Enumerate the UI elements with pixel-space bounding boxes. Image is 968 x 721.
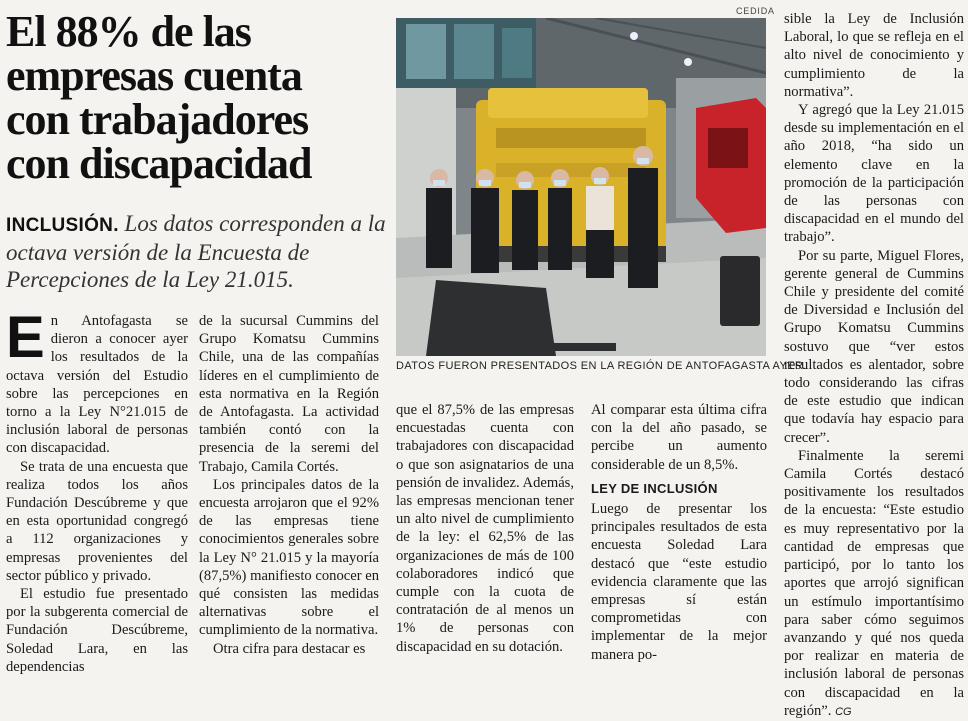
paragraph: de la sucursal Cummins del Grupo Komatsu Cummins Chile, una de las compañías líderes en el cumplimiento de esta normativa en la Región de Antofagasta. La actividad también contó con la presencia de la seremi del Trabajo, Camila Cortés.	[199, 313, 379, 475]
column-1	[6, 305, 188, 676]
paragraph-text: n Antofagasta se dieron a conocer ayer los resultados de la octava versión del Estudio sobre las percepciones en torno a la Ley N°21.015 de inclusión laboral de personas con discapacidad.	[6, 313, 188, 457]
column-3	[396, 401, 574, 656]
paragraph	[6, 305, 188, 458]
photo-credit: CEDIDA	[736, 6, 775, 16]
headline-line-1: El 88% de las	[6, 7, 251, 56]
section-subhead: LEY DE INCLUSIÓN	[591, 480, 718, 496]
headline-line-2: empresas cuenta	[6, 51, 302, 100]
headline	[6, 7, 386, 188]
paragraph: El estudio fue presentado por la subgerenta comercial de Fundación Descúbreme, Soledad Lara, en las dependencias	[6, 586, 188, 675]
paragraph: Se trata de una encuesta que realiza todos los años Fundación Descúbreme y que en esta oportunidad congregó a 112 organizaciones y empresas provenientes del sector público y privado.	[6, 458, 188, 584]
section-tag: INCLUSIÓN.	[6, 215, 119, 236]
lead-text: Los datos corresponden a la octava versión de la Encuesta de Percepciones de la Ley 21.015.	[6, 211, 386, 292]
author-signoff: CG	[835, 705, 852, 718]
news-photo	[396, 18, 766, 356]
paragraph: Al comparar esta última cifra con la del año pasado, se percibe un aumento considerable de un 8,5%.	[591, 402, 767, 473]
paragraph: sible la Ley de Inclusión Laboral, lo que se refleja en el alto nivel de conocimiento y cumplimiento de la normativa”.	[784, 11, 964, 100]
paragraph-text: Finalmente la seremi Camila Cortés destacó positivamente los resultados de la encuesta: “Este estudio es muy representativo por la cantidad de empresas que participó, por lo tanto los aportes que arrojó significan un estímulo importantísimo para saber cómo seguimos avanzando y qué nos queda por realizar en materia de inclusión laboral de personas con discapacidad en la región”.	[784, 447, 964, 719]
column-2	[199, 312, 379, 658]
paragraph: Los principales datos de la encuesta arrojaron que el 92% de las empresas tiene conocimientos generales sobre la Ley N° 21.015 y la mayoría (87,5%) manifiesto conocer en qué consisten las medidas alternativas sobre el cumplimiento de la normativa.	[199, 476, 379, 639]
paragraph: Luego de presentar los principales resultados de esta encuesta Soledad Lara destacó que “este estudio evidencia claramente que las empresas sí están comprometidas con implementar de la mejor manera po-	[591, 501, 767, 663]
column-5	[784, 10, 964, 721]
photo-caption: DATOS FUERON PRESENTADOS EN LA REGIÓN DE ANTOFAGASTA AYER.	[396, 360, 807, 372]
photo-illustration	[396, 18, 766, 356]
headline-line-4: con discapacidad	[6, 139, 312, 188]
column-4	[591, 401, 767, 664]
paragraph: Otra cifra para destacar es	[213, 640, 366, 657]
paragraph: Por su parte, Miguel Flores, gerente general de Cummins Chile y presidente del comité de Diversidad e Inclusión del Grupo Komatsu Cummins sostuvo que “ver estos resultados es alentador, sobre todo considerando las cifras de este estudio que indican que todavía hay espacio para crecer”.	[784, 247, 964, 446]
drop-cap: E	[6, 305, 45, 370]
headline-line-3: con trabajadores	[6, 95, 309, 144]
paragraph: que el 87,5% de las empresas encuestadas cuenta con trabajadores con discapacidad o que son asignatarios de una pensión de invalidez. Además, las empresas mencionan tener un alto nivel de cumplimiento de la ley: el 62,5% de las organizaciones de más de 100 colaboradores indicó que cumple con la cuota de contratación de al menos un 1% de personas con discapacidad en su dotación.	[396, 402, 574, 655]
paragraph	[784, 447, 964, 721]
paragraph: Y agregó que la Ley 21.015 desde su implementación en el año 2018, “ha sido un elemento clave en la promoción de la participación de las personas con discapacidad en el mundo del trabajo”.	[784, 102, 964, 246]
lead-paragraph	[6, 210, 386, 293]
